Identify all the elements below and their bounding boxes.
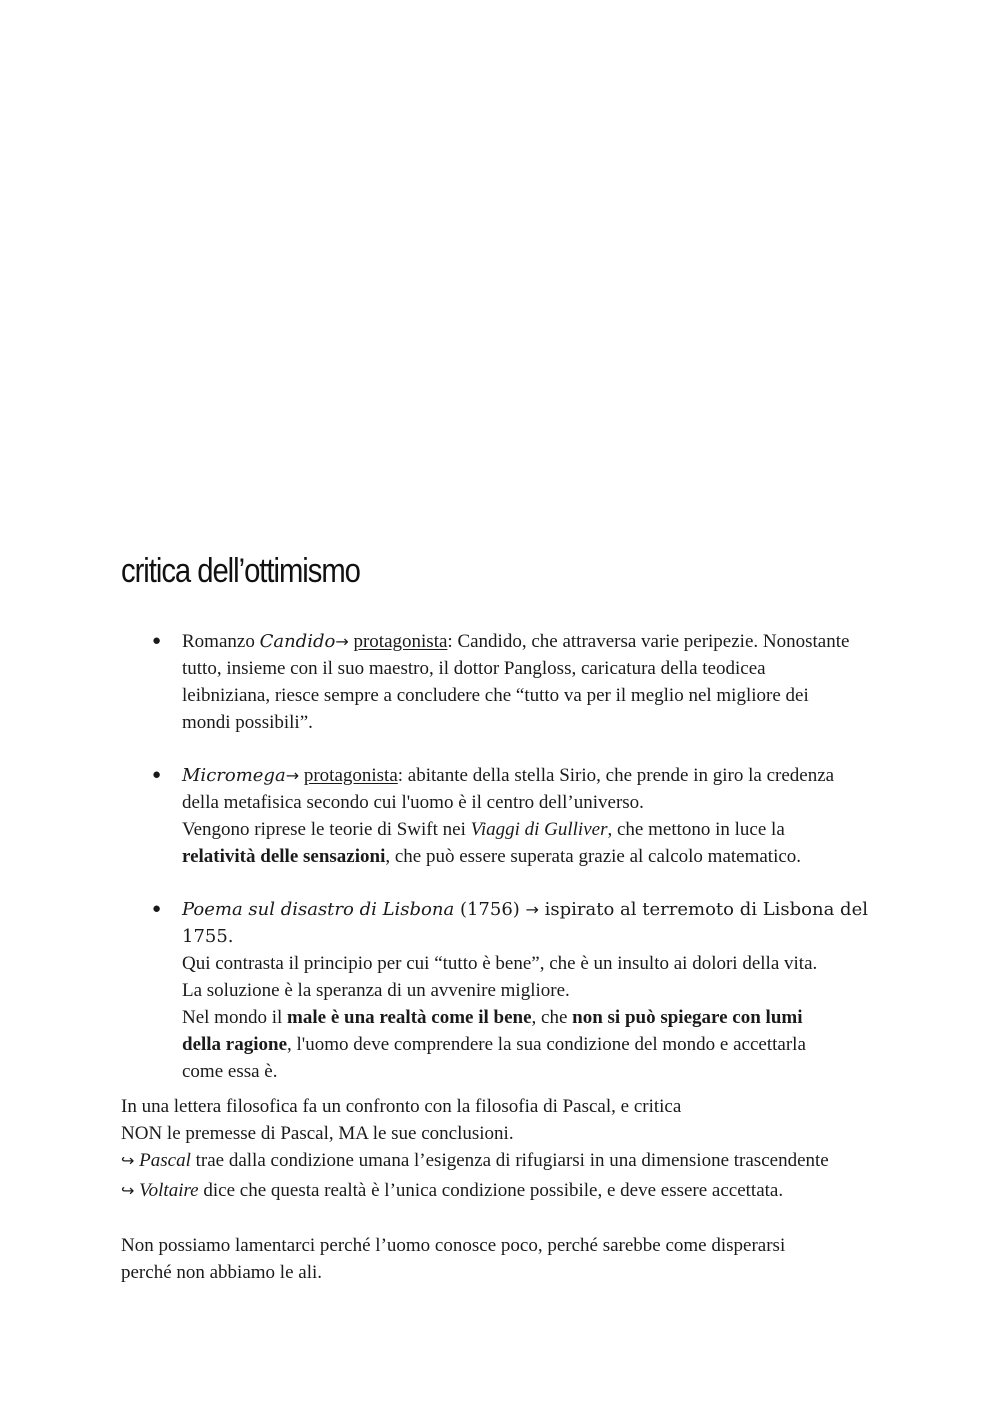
closing-section [121, 1093, 901, 1286]
work-title-candido: Candido [259, 631, 336, 652]
year-text: (1756) [454, 899, 526, 920]
section-heading: critica dell’ottimismo [121, 552, 360, 590]
arrow-icon: → [525, 900, 539, 919]
bullet-micromega: ● Micromega→ protagonista: abitante della stella Sirio, che prende in giro la credenza della metafisica secondo cui l'uomo è il centro dell’universo. Vengono riprese le teorie di Swift nei Viaggi di Gulliver, che mettono in luce la relatività delle sensazioni, che può essere superata grazie al calcolo matematico. [121, 762, 881, 870]
protagonist-label: protagonista [303, 765, 398, 786]
arrow-icon: → [335, 632, 349, 651]
work-title-gulliver: Viaggi di Gulliver [470, 819, 608, 840]
return-arrow-icon: ↪ [121, 1181, 135, 1200]
bullet-dot-icon: ● [152, 633, 162, 649]
voltaire-line: ↪ Voltaire dice che questa realtà è l’unica condizione possibile, e deve essere accettata. [121, 1180, 784, 1201]
bullet-candido: ● Romanzo Candido→ protagonista: Candido, che attraversa varie peripezie. Nonostante tutto, insieme con il suo maestro, il dottor Pangloss, caricatura della teodicea leibniziana, riesce sempre a concludere che “tutto va per il meglio nel migliore dei mondi possibili”. [121, 628, 881, 736]
bold-phrase: male è una realtà come il bene [287, 1007, 532, 1028]
protagonist-label: protagonista [353, 631, 448, 652]
bullet-dot-icon: ● [152, 901, 162, 917]
bold-phrase: della ragione [182, 1034, 288, 1055]
bold-phrase: non si può spiegare con lumi [572, 1007, 803, 1028]
bullet-lisbona: ● Poema sul disastro di Lisbona (1756) → ispirato al terremoto di Lisbona del 1755. Qui contrasta il principio per cui “tutto è bene”, che è un insulto ai dolori della vita. La soluzione è la speranza di un avvenire migliore. Nel mondo il male è una realtà come il bene, che non si può spiegare con lumi della ragione, l'uomo deve comprendere la sua condizione del mondo e accettarla come essa è. [121, 896, 881, 1085]
paragraph: Non possiamo lamentarci perché l’uomo conosce poco, perché sarebbe come disperarsi perché non abbiamo le ali. [121, 1235, 786, 1283]
bullet-dot-icon: ● [152, 767, 162, 783]
bullet-list [121, 628, 881, 1111]
return-arrow-icon: ↪ [121, 1151, 135, 1170]
arrow-icon: → [285, 766, 300, 785]
work-title-lisbona: Poema sul disastro di Lisbona [182, 899, 455, 920]
work-title-micromega: Micromega [182, 765, 286, 786]
pascal-line: ↪ Pascal trae dalla condizione umana l’esigenza di rifugiarsi in una dimensione trascendente [121, 1150, 829, 1171]
bold-phrase: relatività delle sensazioni [182, 846, 386, 867]
paragraph: In una lettera filosofica fa un confronto con la filosofia di Pascal, e critica NON le premesse di Pascal, MA le sue conclusioni. [121, 1096, 682, 1144]
